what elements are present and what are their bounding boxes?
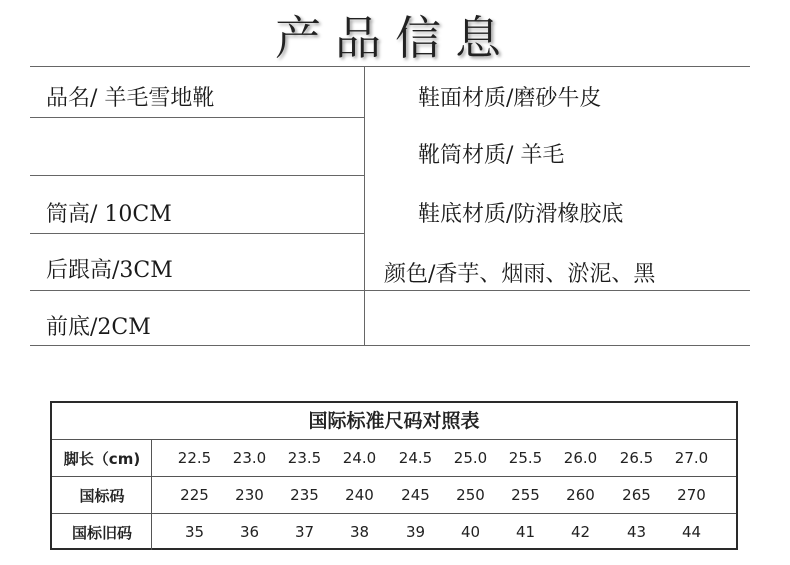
info-bottom-border [30,345,750,346]
table-cell: 26.0 [563,449,598,467]
table-cell: 260 [566,486,595,504]
table-cell: 25.5 [508,449,543,467]
table-cell: 225 [180,486,209,504]
table-cell: 25.0 [453,449,488,467]
table-cell: 245 [401,486,430,504]
table-cell: 43 [626,523,647,541]
table-row [52,440,736,476]
info-divider [30,233,365,234]
info-divider [30,175,365,176]
info-product-name: 品名/ 羊毛雪地靴 [46,86,215,111]
row-header: 脚长（cm) [63,449,141,468]
table-cell: 26.5 [619,449,654,467]
table-cell: 37 [294,523,315,541]
table-cell: 42 [570,523,591,541]
table-cell: 27.0 [674,449,709,467]
table-cell: 23.5 [287,449,322,467]
row-header: 国标码 [79,486,125,505]
info-shaft-material: 靴筒材质/ 羊毛 [418,143,565,168]
table-cell: 255 [511,486,540,504]
info-top-border [30,66,750,67]
info-divider [30,290,750,291]
table-cell: 24.0 [342,449,377,467]
size-chart-title: 国际标准尺码对照表 [308,410,480,432]
table-cell: 41 [515,523,536,541]
table-cell: 38 [349,523,370,541]
table-cell: 23.0 [232,449,267,467]
info-shaft-height: 筒高/ 10CM [46,202,172,227]
table-cell: 240 [345,486,374,504]
table-cell: 24.5 [398,449,433,467]
table-cell: 270 [677,486,706,504]
table-row [52,514,736,550]
info-upper-material: 鞋面材质/磨砂牛皮 [418,86,602,111]
table-cell: 22.5 [177,449,212,467]
table-cell: 230 [235,486,264,504]
table-cell: 265 [622,486,651,504]
table-cell: 44 [681,523,702,541]
info-colors: 颜色/香芋、烟雨、淤泥、黑 [384,262,656,287]
table-row [52,477,736,513]
info-forefoot-height: 前底/2CM [46,315,151,340]
table-cell: 40 [460,523,481,541]
table-cell: 250 [456,486,485,504]
row-header: 国标旧码 [71,523,132,542]
table-cell: 235 [290,486,319,504]
info-column-divider [364,66,365,346]
table-cell: 39 [405,523,426,541]
table-cell: 36 [239,523,260,541]
table-cell: 35 [184,523,205,541]
page-title: 产品信息 [275,11,515,65]
info-heel-height: 后跟高/3CM [46,258,173,283]
info-sole-material: 鞋底材质/防滑橡胶底 [418,202,624,227]
info-divider [30,117,365,118]
size-chart-table [50,401,738,550]
